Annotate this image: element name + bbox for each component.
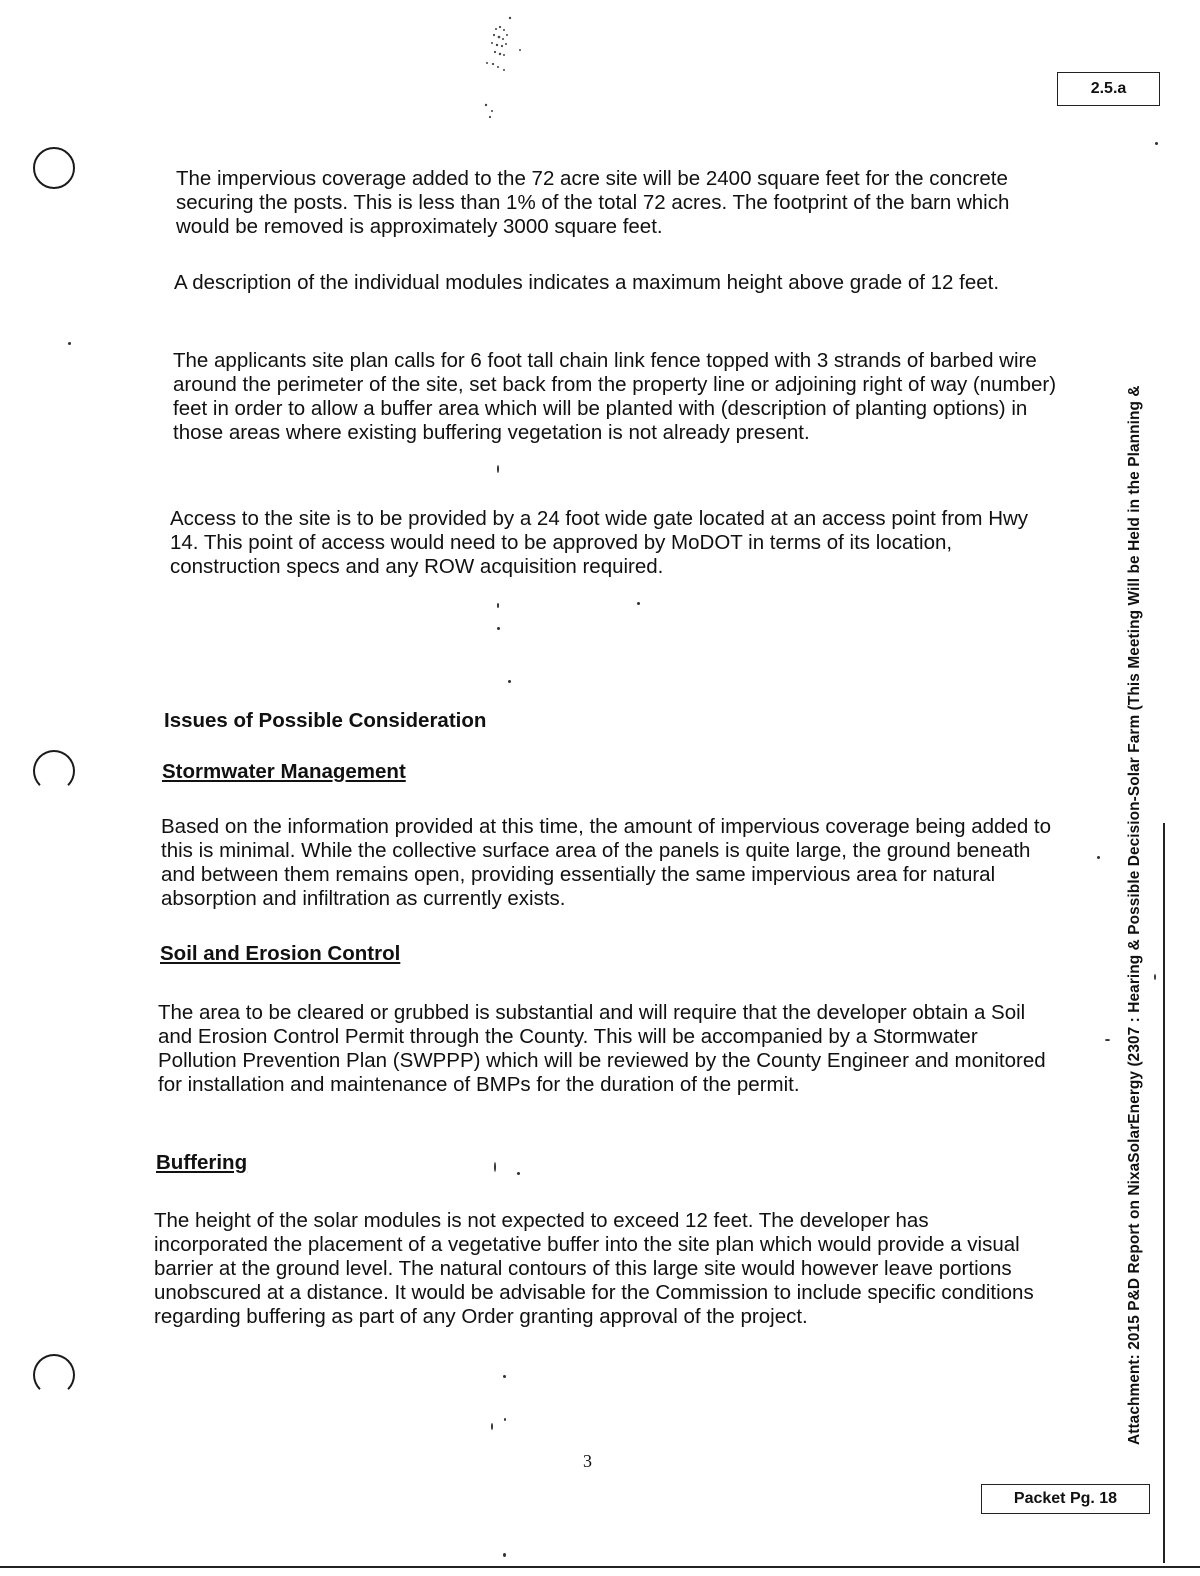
paragraph-impervious-coverage: The impervious coverage added to the 72 acre site will be 2400 square feet for the concrete securing the posts. This is less than 1% of the total 72 acres. The footprint of the barn which would be removed is approximately 3000 square feet. (176, 167, 1010, 238)
paragraph-module-height: A description of the individual modules indicates a maximum height above grade of 12 feet. (174, 271, 1000, 294)
scan-speck (503, 1375, 506, 1378)
scan-speck (1097, 856, 1100, 859)
scan-speck (1155, 142, 1158, 145)
scan-speck (503, 1553, 506, 1557)
scan-speck (1154, 974, 1156, 980)
paragraph-fence: The applicants site plan calls for 6 foot tall chain link fence topped with 3 strands of barbed wire around the perimeter of the site, set back from the property line or adjoining right of way (number) feet in order to allow a buffer area which will be planted with (description of planting options) in those areas where existing buffering vegetation is not already present. (173, 349, 1057, 444)
scan-artifact-mark (476, 15, 526, 125)
scan-speck (497, 603, 499, 608)
paragraph-site-access: Access to the site is to be provided by a 24 foot wide gate located at an access point from Hwy 14. This point of access would need to be approved by MoDOT in terms of its location, construction specs and any ROW acquisition required. (170, 507, 1029, 578)
binder-hole-bottom (33, 1354, 75, 1396)
subheading-buffering: Buffering (156, 1151, 248, 1174)
scan-speck (1105, 1039, 1110, 1041)
binder-hole-middle (33, 750, 75, 792)
side-divider (1163, 823, 1165, 1563)
binder-hole-top (33, 147, 75, 189)
page-bottom-edge (0, 1566, 1200, 1568)
paragraph-soil-erosion: The area to be cleared or grubbed is substantial and will require that the developer obtain a Soil and Erosion Control Permit through the County. This will be accompanied by a Stormwater Pollution Prevention Plan (SWPPP) which will be reviewed by the County Engineer and monitored for installation and maintenance of BMPs for the duration of the permit. (158, 1001, 1046, 1096)
scan-speck (637, 602, 640, 605)
scan-speck (497, 465, 499, 473)
attachment-side-label: Attachment: 2015 P&D Report on NixaSolarEnergy (2307 : Hearing & Possible Decision-Solar Farm (This Meeting Will be Held in the Planning & (1126, 385, 1143, 1445)
paragraph-stormwater: Based on the information provided at this time, the amount of impervious coverage being added to this is minimal. While the collective surface area of the panels is quite large, the ground beneath and between them remains open, providing essentially the same impervious area for natural absorption and infiltration as currently exists. (161, 815, 1052, 910)
scan-speck (517, 1172, 520, 1175)
scan-speck (508, 680, 511, 683)
scan-speck (491, 1423, 493, 1430)
paragraph-buffering: The height of the solar modules is not expected to exceed 12 feet. The developer has incorporated the placement of a vegetative buffer into the site plan which would provide a visual barrier at the ground level. The natural contours of this large site would however leave portions unobscured at a distance. It would be advisable for the Commission to include specific conditions regarding buffering as part of any Order granting approval of the project. (154, 1209, 1034, 1328)
scan-speck (494, 1162, 496, 1172)
page-number: 3 (583, 1451, 592, 1471)
item-number-stamp: 2.5.a (1057, 72, 1160, 106)
packet-page-stamp: Packet Pg. 18 (981, 1484, 1150, 1514)
scan-speck (497, 627, 500, 630)
subheading-stormwater: Stormwater Management (162, 760, 406, 783)
scan-speck (504, 1418, 506, 1421)
subheading-soil-erosion: Soil and Erosion Control (160, 942, 401, 965)
scan-speck (68, 342, 71, 345)
section-heading: Issues of Possible Consideration (164, 709, 487, 732)
